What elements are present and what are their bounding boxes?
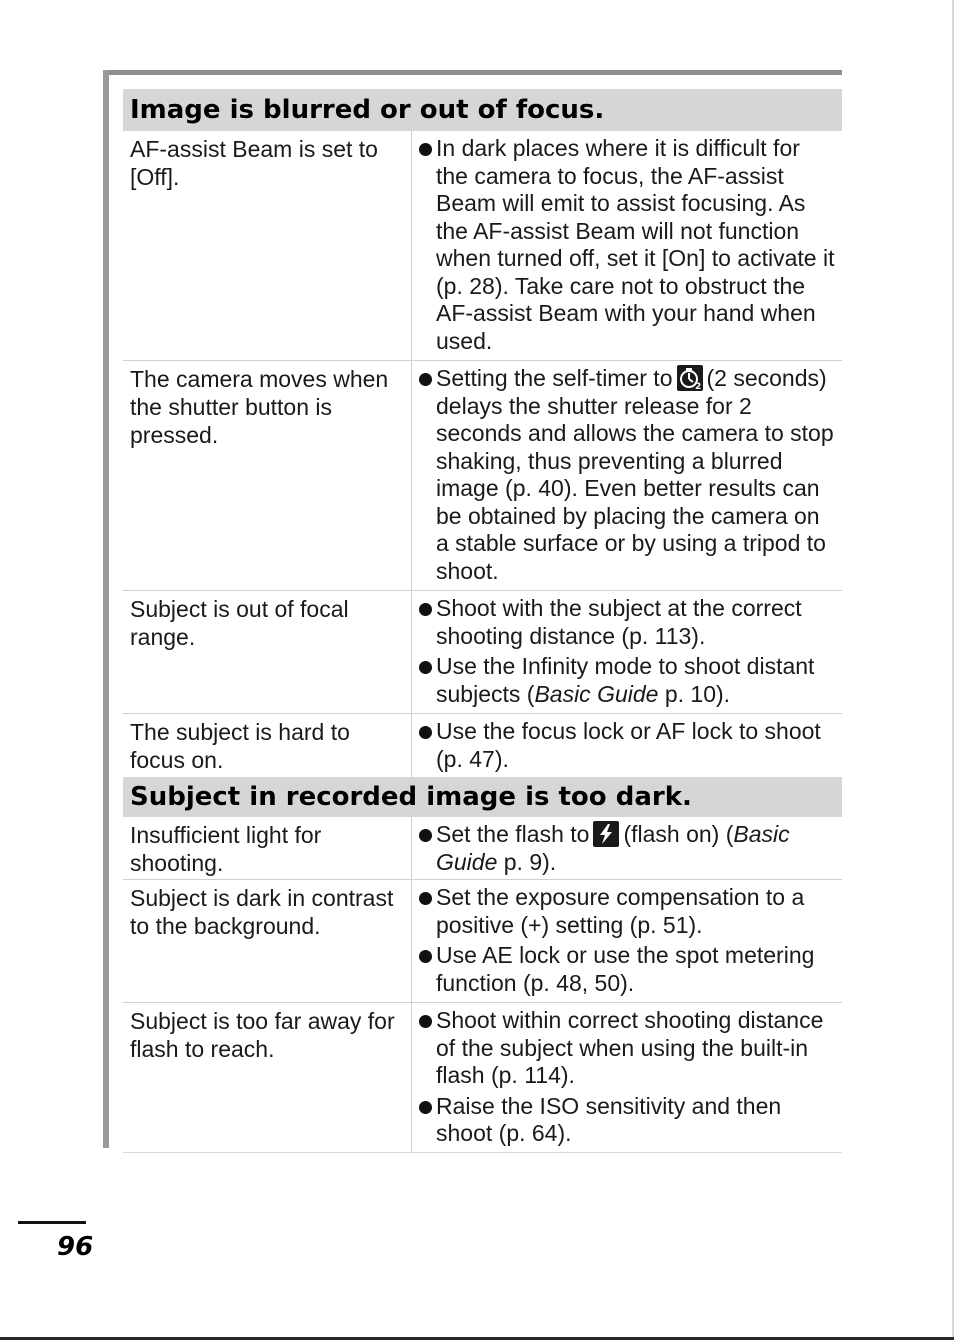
page-number-rule [18,1221,86,1224]
problem-cell: Subject is too far away for flash to reach. [130,1008,395,1062]
solution-cell [411,714,842,777]
top-rule [103,70,842,75]
solution-bullet: Set the exposure compensation to a positive (+) setting (p. 51). [436,884,838,939]
table-row [123,131,842,361]
solution-cell [411,131,842,360]
table-row [123,591,842,714]
problem-cell: AF-assist Beam is set to [Off]. [130,136,378,190]
solution-bullet: Setting the self-timer to 2 (2 seconds) delays the shutter release for 2 seconds and allows the camera to stop shaking, thus preventing a blurred image (p. 40). Even better results can be obtained by placing the camera on a stable surface or by using a tripod to shoot. [436,365,838,585]
table-row [123,1003,842,1153]
problem-cell: The subject is hard to focus on. [130,719,350,773]
problem-cell: Subject is dark in contrast to the background. [130,885,394,939]
solution-cell [411,1003,842,1152]
solution-cell [411,880,842,1002]
section-header-blurred: Image is blurred or out of focus. [123,89,842,131]
problem-cell: Subject is out of focal range. [130,596,349,650]
solution-cell [411,591,842,713]
solution-bullet: Use the focus lock or AF lock to shoot (p. 47). [436,718,838,773]
table-row [123,714,842,777]
table-row [123,880,842,1003]
solution-bullet: Raise the ISO sensitivity and then shoot (p. 64). [436,1093,838,1148]
page-number: 96 [57,1232,94,1262]
troubleshooting-table [123,89,842,1153]
solution-cell [411,817,842,879]
solution-bullet: Shoot within correct shooting distance of the subject when using the built-in flash (p. 114). [436,1007,838,1090]
problem-cell: Insufficient light for shooting. [130,822,322,876]
solution-bullet: Shoot with the subject at the correct shooting distance (p. 113). [436,595,838,650]
solution-cell [411,361,842,590]
table-row [123,361,842,591]
flash-on-icon [593,821,619,847]
svg-text:2: 2 [694,382,701,391]
section-side-bar [103,70,109,1148]
solution-bullet: In dark places where it is difficult for the camera to focus, the AF-assist Beam will emit to assist focusing. As the AF-assist Beam will not function when turned off, set it [On] to activate it (p. 28). Take care not to obstruct the AF-assist Beam with your hand when used. [436,135,838,355]
solution-bullet: Use the Infinity mode to shoot distant subjects (Basic Guide p. 10). [436,653,838,708]
self-timer-2sec-icon [677,365,703,391]
table-row [123,817,842,880]
solution-bullet: Set the flash to (flash on) (Basic Guide p. 9). [436,821,838,876]
problem-cell: The camera moves when the shutter button is pressed. [130,366,389,448]
solution-bullet: Use AE lock or use the spot metering function (p. 48, 50). [436,942,838,997]
section-header-too-dark: Subject in recorded image is too dark. [123,777,842,817]
